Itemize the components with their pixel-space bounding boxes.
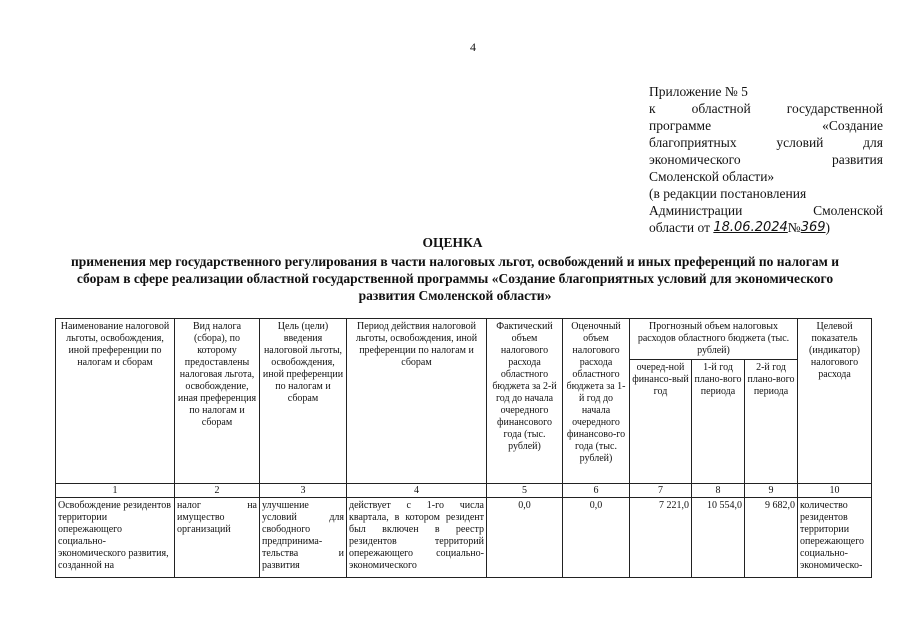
table-cell: 9 682,0: [745, 498, 798, 578]
handwritten-number: 369: [800, 220, 826, 235]
header-cell: 2-й год плано-вого периода: [745, 360, 798, 484]
page-number: 4: [470, 40, 476, 54]
column-number: 2: [175, 484, 260, 498]
tax-expenditure-table: [55, 318, 872, 578]
annex-text: ): [825, 220, 831, 235]
annex-word: для: [863, 135, 883, 150]
annex-text: области от: [649, 220, 710, 235]
column-number: 9: [745, 484, 798, 498]
header-cell: Наименование налоговой льготы, освобождения, иной преференции по налогам и сборам: [56, 319, 175, 484]
table-row: [56, 498, 872, 578]
annex-word: условий: [776, 135, 824, 150]
annex-block: [649, 83, 883, 236]
header-cell: 1-й год плано-вого периода: [692, 360, 745, 484]
annex-line-4: [649, 134, 883, 151]
table-cell: 0,0: [563, 498, 630, 578]
table-cell: улучшение условий для свободного предпринима-тельства и развития: [260, 498, 347, 578]
annex-word: государственной: [786, 101, 883, 116]
annex-text: Смоленской области»: [649, 169, 775, 184]
annex-title: Приложение № 5: [649, 84, 748, 99]
column-number: 4: [347, 484, 487, 498]
header-group-cell: Прогнозный объем налоговых расходов областного бюджета (тыс. рублей): [630, 319, 798, 360]
annex-text: (в редакции постановления: [649, 186, 807, 201]
document-subtitle: применения мер государственного регулирования в части налоговых льгот, освобождений и иных преференций по налогам и сборам в сфере реализации областной государственной программы «Создание благоприятных условий для экономического развития Смоленской области»: [70, 254, 840, 303]
header-cell: Оценочный объем налогового расхода областного бюджета за 1-й год до начала очередного финансово-го года (тыс. рублей): [563, 319, 630, 484]
handwritten-date: 18.06.2024: [713, 220, 788, 235]
annex-line-7: [649, 185, 883, 202]
header-cell: Фактический объем налогового расхода областного бюджета за 2-й год до начала очередного финансового года (тыс. рублей): [487, 319, 563, 484]
annex-word: к: [649, 101, 656, 116]
annex-line-1: [649, 83, 883, 100]
document-title: ОЦЕНКА: [422, 235, 483, 250]
annex-line-9: [649, 219, 883, 236]
annex-word: «Создание: [822, 118, 883, 133]
header-cell: очеред-ной финансо-вый год: [630, 360, 692, 484]
annex-word: благоприятных: [649, 135, 737, 150]
annex-word: областной: [691, 101, 751, 116]
column-number: 7: [630, 484, 692, 498]
annex-line-3: [649, 117, 883, 134]
column-number: 6: [563, 484, 630, 498]
header-cell: Целевой показатель (индикатор) налогового расхода: [798, 319, 872, 484]
annex-line-5: [649, 151, 883, 168]
table-cell: количество резидентов территории опережающего социально-экономическо-: [798, 498, 872, 578]
table-cell: 10 554,0: [692, 498, 745, 578]
column-number: 8: [692, 484, 745, 498]
table-cell: действует с 1-го числа квартала, в котором резидент был включен в реестр резидентов территорий опережающего социально-экономического: [347, 498, 487, 578]
header-cell: Вид налога (сбора), по которому предоставлены налоговая льгота, освобождение, иная преференция по налогам и сборам: [175, 319, 260, 484]
header-cell: Цель (цели) введения налоговой льготы, освобождения, иной преференции по налогам и сборам: [260, 319, 347, 484]
header-cell: Период действия налоговой льготы, освобождения, иной преференции по налогам и сборам: [347, 319, 487, 484]
annex-line-8: [649, 202, 883, 219]
annex-line-6: [649, 168, 883, 185]
table-header-row: [56, 319, 872, 360]
column-number: 3: [260, 484, 347, 498]
annex-word: экономического: [649, 152, 741, 167]
table-cell: Освобождение резидентов территории опережающего социально-экономического развития, созданной на: [56, 498, 175, 578]
table-cell: 0,0: [487, 498, 563, 578]
annex-word: Администрации: [649, 203, 743, 218]
table-cell: 7 221,0: [630, 498, 692, 578]
column-number-row: [56, 484, 872, 498]
annex-word: Смоленской: [813, 203, 883, 218]
table-cell: налог на имущество организаций: [175, 498, 260, 578]
column-number: 10: [798, 484, 872, 498]
annex-text: №: [787, 220, 801, 235]
annex-line-2: [649, 100, 883, 117]
annex-word: программе: [649, 118, 712, 133]
annex-word: развития: [831, 152, 883, 167]
column-number: 5: [487, 484, 563, 498]
column-number: 1: [56, 484, 175, 498]
